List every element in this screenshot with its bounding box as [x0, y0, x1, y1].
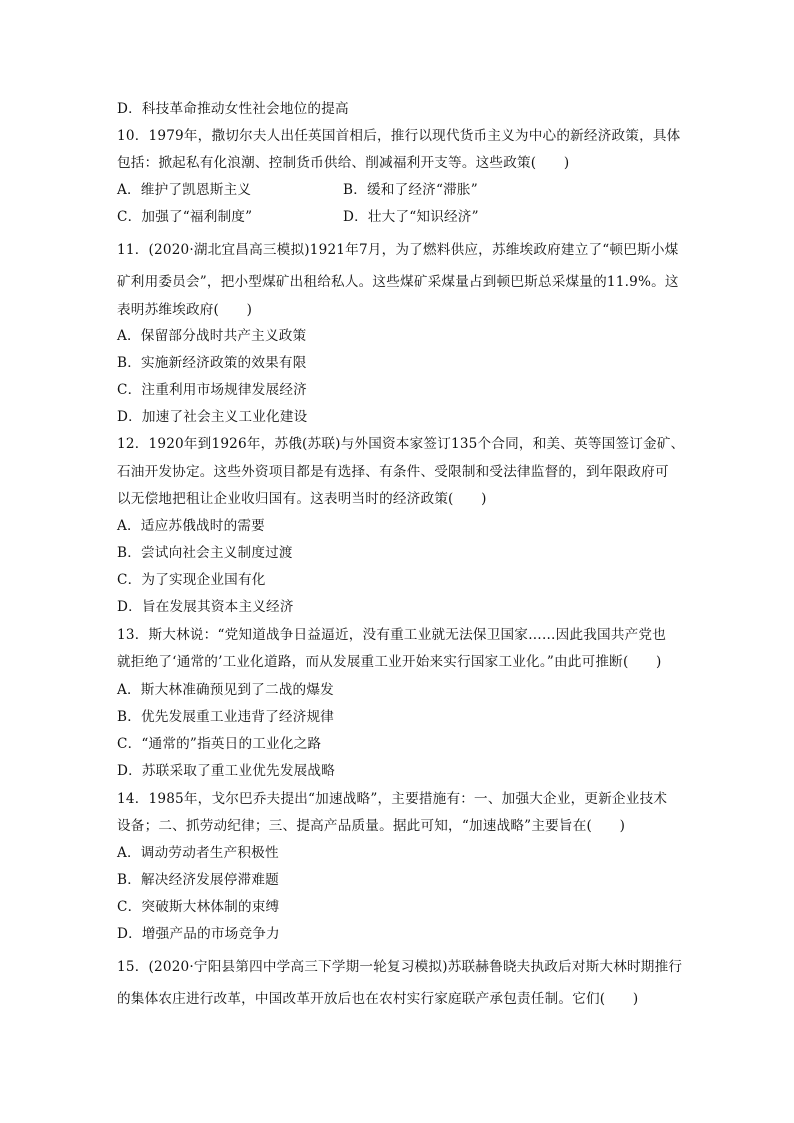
q13-option-a: A．斯大林准确预见到了二战的爆发	[117, 682, 334, 698]
q14-option-a: A．调动劳动者生产积极性	[117, 845, 279, 861]
q11-option-a: A．保留部分战时共产主义政策	[117, 328, 307, 344]
q15-stem-line-1: 15．(2020·宁阳县第四中学高三下学期一轮复习模拟)苏联赫鲁晓夫执政后对斯大林时期推行	[117, 959, 683, 975]
q10-option-d: D．壮大了“知识经济”	[343, 209, 479, 225]
q12-stem-line-3: 以无偿地把租让企业收归国有。这表明当时的经济政策( )	[117, 491, 487, 507]
q11-option-b: B．实施新经济政策的效果有限	[117, 355, 307, 371]
q10-option-c: C．加强了“福利制度”	[117, 209, 253, 225]
q12-stem-line-2: 石油开发协定。这些外资项目都是有选择、有条件、受限制和受法律监督的，到年限政府可	[117, 464, 669, 480]
q14-option-c: C．突破斯大林体制的束缚	[117, 899, 280, 915]
q11-stem-line-3: 表明苏维埃政府( )	[117, 302, 253, 318]
q10-option-a: A．维护了凯恩斯主义	[117, 182, 252, 198]
q12-option-d: D．旨在发展其资本主义经济	[117, 599, 294, 615]
q10-option-b: B．缓和了经济“滞胀”	[343, 182, 478, 198]
q12-option-c: C．为了实现企业国有化	[117, 572, 266, 588]
q13-option-c: C．“通常的”指英日的工业化之路	[117, 736, 322, 752]
q11-option-d: D．加速了社会主义工业化建设	[117, 409, 308, 425]
q9-option-d: D．科技革命推动女性社会地位的提高	[117, 101, 349, 117]
q11-stem-line-1: 11．(2020·湖北宜昌高三模拟)1921年7月，为了燃料供应，苏维埃政府建立了“顿巴斯小煤	[117, 242, 679, 258]
q14-option-b: B．解决经济发展停滞难题	[117, 872, 279, 888]
q11-option-c: C．注重利用市场规律发展经济	[117, 382, 307, 398]
q13-stem-line-2: 就拒绝了‘通常的’工业化道路，而从发展重工业开始来实行国家工业化。”由此可推断( )	[117, 654, 662, 670]
q10-stem-line-1: 10．1979年，撒切尔夫人出任英国首相后，推行以现代货币主义为中心的新经济政策，具体	[117, 128, 681, 144]
q15-stem-line-2: 的集体农庄进行改革，中国改革开放后也在农村实行家庭联产承包责任制。它们( )	[117, 991, 639, 1007]
q14-stem-line-2: 设备；二、抓劳动纪律；三、提高产品质量。据此可知，“加速战略”主要旨在( )	[117, 818, 626, 834]
q12-option-b: B．尝试向社会主义制度过渡	[117, 545, 293, 561]
q14-stem-line-1: 14．1985年，戈尔巴乔夫提出“加速战略”，主要措施有：一、加强大企业，更新企业技术	[117, 791, 668, 807]
q10-stem-line-2: 包括：掀起私有化浪潮、控制货币供给、削减福利开支等。这些政策( )	[117, 155, 570, 171]
q12-stem-line-1: 12．1920年到1926年，苏俄(苏联)与外国资本家签订135个合同，和美、英等国签订金矿、	[117, 436, 685, 452]
q12-option-a: A．适应苏俄战时的需要	[117, 518, 265, 534]
q13-stem-line-1: 13．斯大林说：“党知道战争日益逼近，没有重工业就无法保卫国家……因此我国共产党也	[117, 627, 667, 643]
q14-option-d: D．增强产品的市场竞争力	[117, 926, 280, 942]
q13-option-d: D．苏联采取了重工业优先发展战略	[117, 763, 336, 779]
q13-option-b: B．优先发展重工业违背了经济规律	[117, 709, 335, 725]
q11-stem-line-2: 矿利用委员会”，把小型煤矿出租给私人。这些煤矿采煤量占到顿巴斯总采煤量的11.9%。这	[117, 274, 679, 290]
